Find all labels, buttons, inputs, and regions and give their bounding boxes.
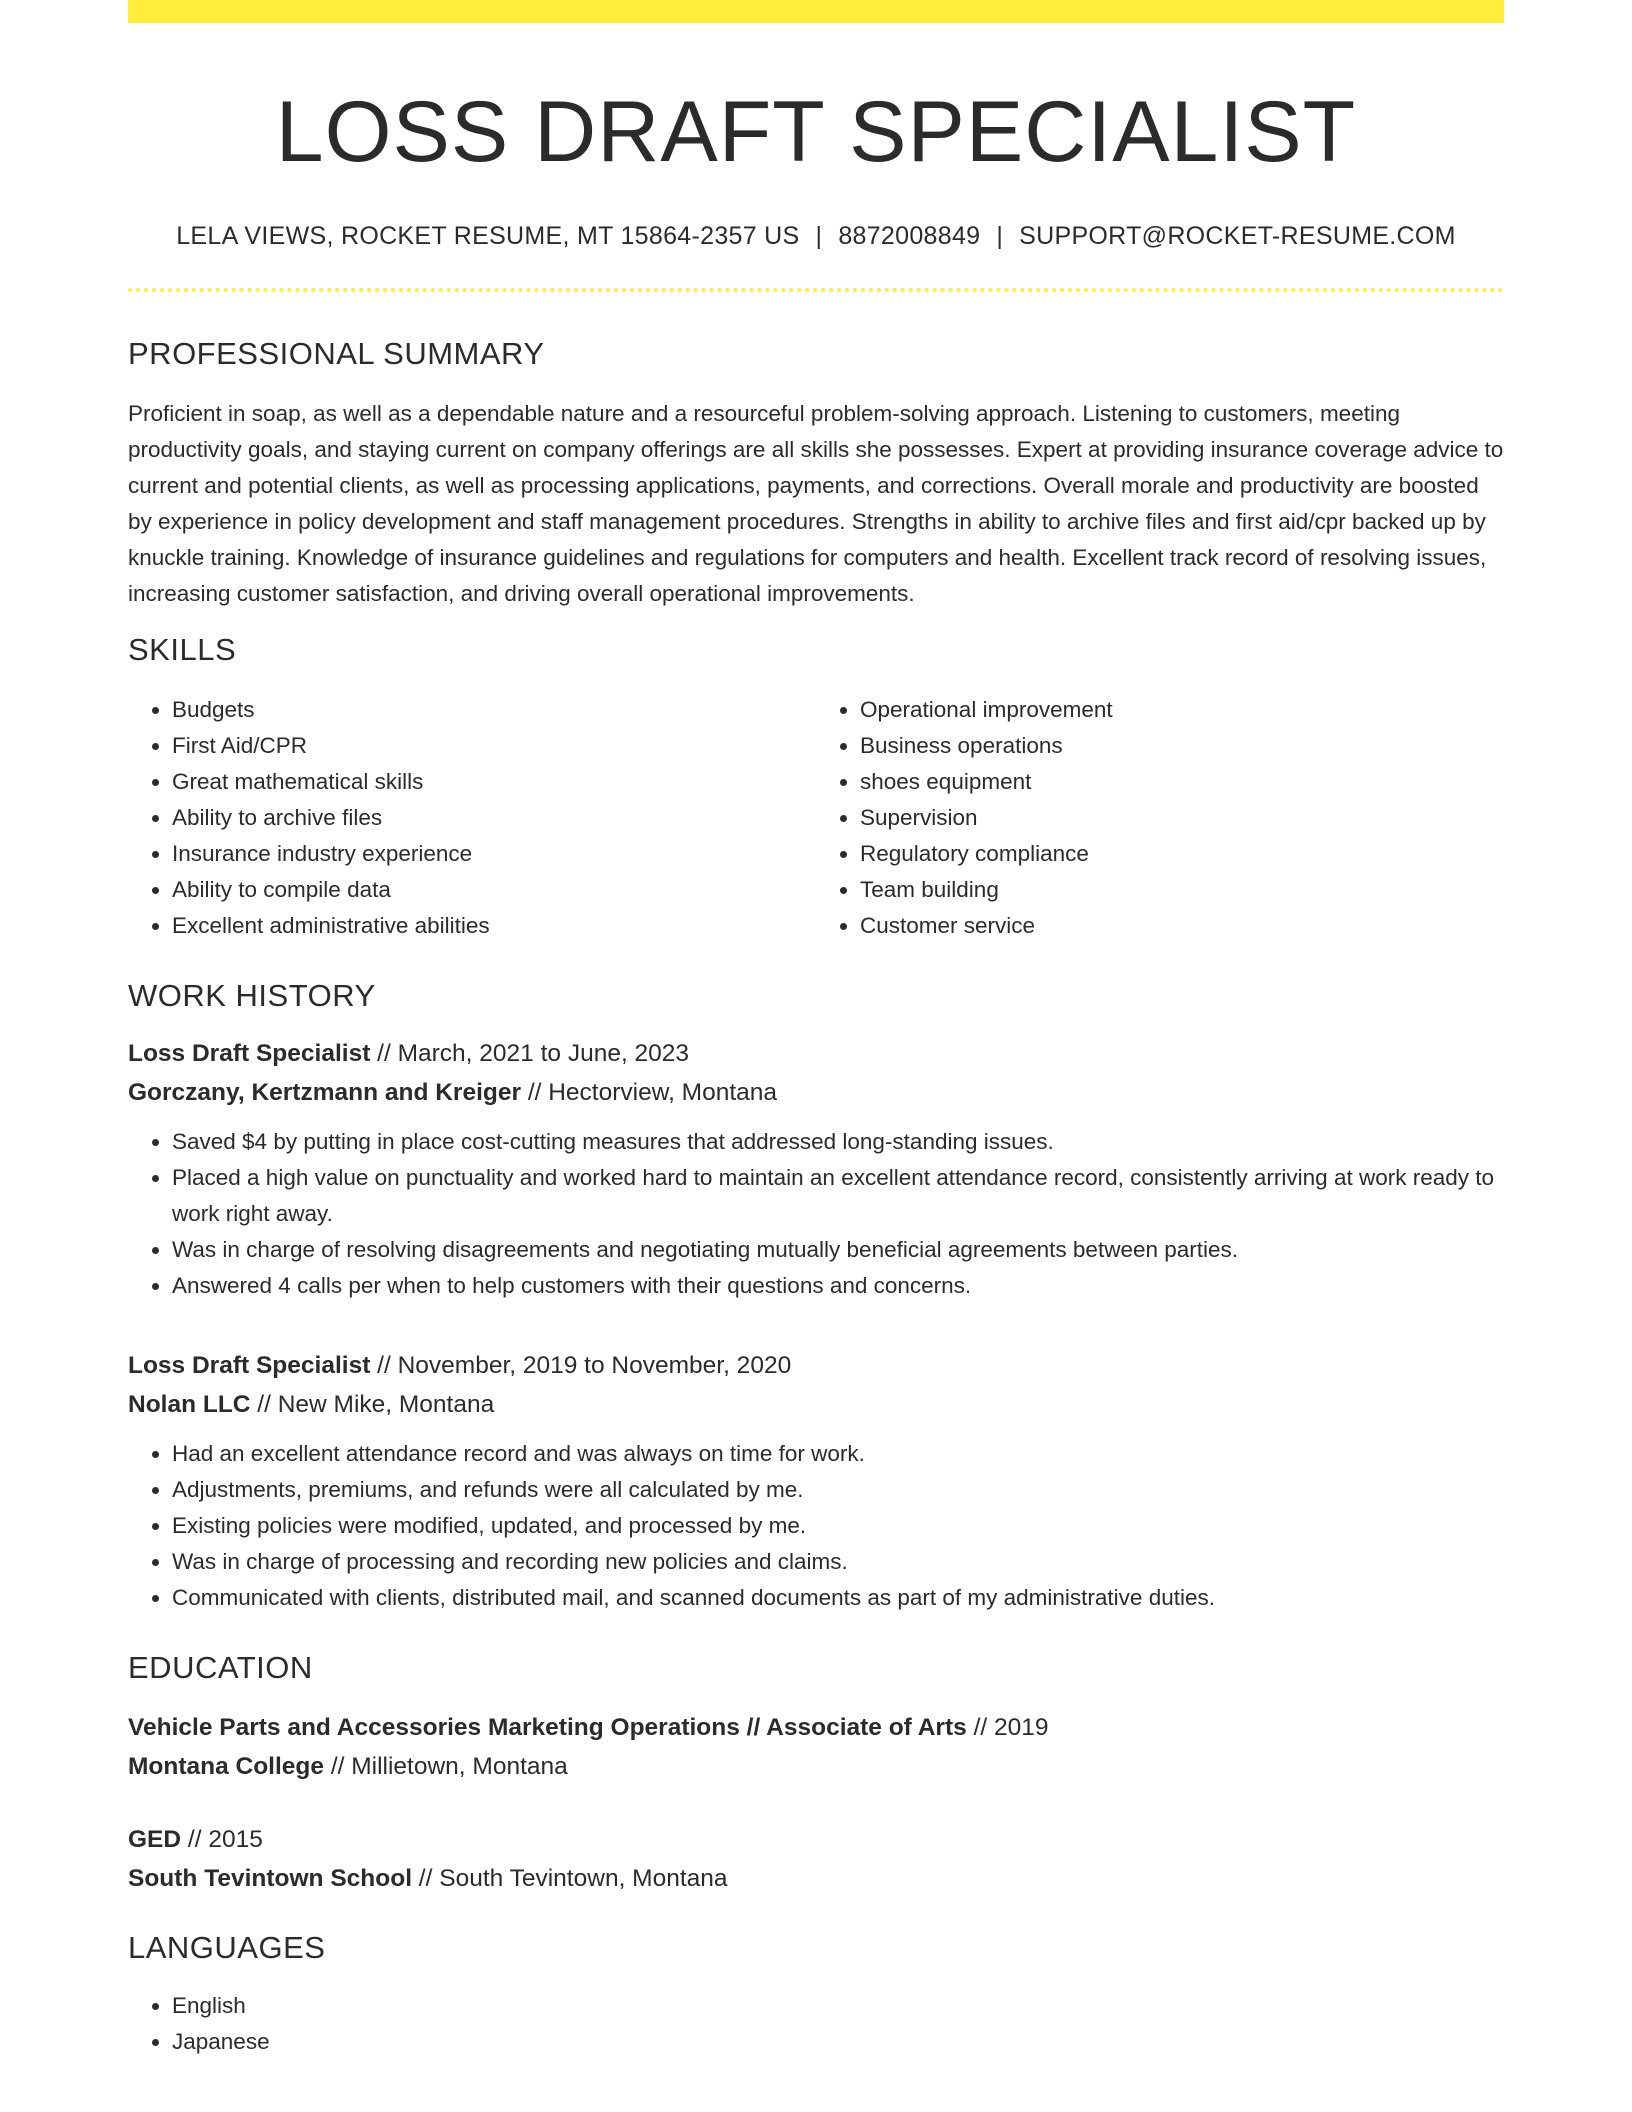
skill-item: • First Aid/CPR: [172, 728, 816, 764]
summary-section: [128, 336, 1504, 612]
education-school-line: [128, 1747, 1504, 1786]
work-history-section: [128, 978, 1504, 1616]
skill-item: • shoes equipment: [860, 764, 1504, 800]
job-company-line: [128, 1073, 1504, 1112]
job-bullet: • Answered 4 calls per when to help customers with their questions and concerns.: [172, 1268, 1504, 1304]
job-bullet: • Communicated with clients, distributed mail, and scanned documents as part of my administrative duties.: [172, 1580, 1504, 1616]
section-heading-education: EDUCATION: [128, 1649, 313, 1685]
contact-phone: 8872008849: [838, 221, 981, 250]
job-entry: [128, 1346, 1504, 1616]
education-entry: [128, 1820, 1504, 1898]
skill-item: • Operational improvement: [860, 692, 1504, 728]
job-title-line: [128, 1346, 1504, 1385]
job-bullet: • Adjustments, premiums, and refunds were all calculated by me.: [172, 1472, 1504, 1508]
skill-item: • Great mathematical skills: [172, 764, 816, 800]
section-heading-work-history: WORK HISTORY: [128, 977, 376, 1013]
skills-list-right: [816, 692, 1504, 944]
job-bullet: • Saved $4 by putting in place cost-cutting measures that addressed long-standing issues.: [172, 1124, 1504, 1160]
job-bullet: • Was in charge of processing and recording new policies and claims.: [172, 1544, 1504, 1580]
job-entry: [128, 1034, 1504, 1304]
job-title-line: [128, 1034, 1504, 1073]
skill-item: • Insurance industry experience: [172, 836, 816, 872]
job-bullet: • Placed a high value on punctuality and worked hard to maintain an excellent attendance record, consistently arriving at work ready to work right away.: [172, 1160, 1504, 1232]
section-heading-languages: LANGUAGES: [128, 1929, 326, 1965]
skill-item: • Supervision: [860, 800, 1504, 836]
contact-line: [128, 222, 1504, 251]
top-accent-bar: [128, 0, 1504, 23]
education-degree-line: [128, 1820, 1504, 1859]
candidate-title: LOSS DRAFT SPECIALIST: [275, 84, 1357, 180]
skills-columns: [128, 692, 1504, 944]
education-school: Montana College: [128, 1752, 325, 1780]
education-section: [128, 1650, 1504, 1898]
education-school-line: [128, 1859, 1504, 1898]
contact-separator: |: [815, 221, 823, 250]
education-year: // 2015: [181, 1825, 263, 1853]
header-divider: [128, 288, 1504, 292]
job-bullet: • Existing policies were modified, updated, and processed by me.: [172, 1508, 1504, 1544]
skill-item: • Business operations: [860, 728, 1504, 764]
job-title: Loss Draft Specialist: [128, 1039, 371, 1067]
contact-address: LELA VIEWS, ROCKET RESUME, MT 15864-2357 US: [176, 221, 800, 250]
education-school: South Tevintown School: [128, 1864, 412, 1892]
language-item: • Japanese: [172, 2024, 1504, 2060]
language-item: • English: [172, 1988, 1504, 2024]
job-company-line: [128, 1385, 1504, 1424]
education-degree: GED: [128, 1825, 182, 1853]
skill-item: • Budgets: [172, 692, 816, 728]
job-location: // New Mike, Montana: [250, 1390, 495, 1418]
education-degree-line: [128, 1708, 1504, 1747]
skill-item: • Ability to compile data: [172, 872, 816, 908]
skill-item: • Regulatory compliance: [860, 836, 1504, 872]
languages-list: [128, 1988, 1504, 2060]
summary-text: Proficient in soap, as well as a dependable nature and a resourceful problem-solving approach. Listening to customers, meeting productivity goals, and staying current on company offerings are all skills she possesses. Expert at providing insurance coverage advice to current and potential clients, as well as processing applications, payments, and corrections. Overall morale and productivity are boosted by experience in policy development and staff management procedures. Strengths in ability to archive files and first aid/cpr backed up by knuckle training. Knowledge of insurance guidelines and regulations for computers and health. Excellent track record of resolving issues, increasing customer satisfaction, and driving overall operational improvements.: [128, 400, 1504, 606]
job-bullet: • Was in charge of resolving disagreements and negotiating mutually beneficial agreements between parties.: [172, 1232, 1504, 1268]
section-heading-summary: PROFESSIONAL SUMMARY: [128, 335, 545, 371]
job-dates: // March, 2021 to June, 2023: [370, 1039, 690, 1067]
job-bullets: [128, 1124, 1504, 1304]
job-title: Loss Draft Specialist: [128, 1351, 371, 1379]
education-year: // 2019: [966, 1713, 1049, 1741]
job-bullet: • Had an excellent attendance record and was always on time for work.: [172, 1436, 1504, 1472]
languages-section: [128, 1930, 1504, 2060]
education-entry: [128, 1708, 1504, 1786]
job-location: // Hectorview, Montana: [521, 1078, 778, 1106]
job-company: Nolan LLC: [128, 1390, 251, 1418]
skills-section: [128, 632, 1504, 944]
job-dates: // November, 2019 to November, 2020: [370, 1351, 792, 1379]
job-bullets: [128, 1436, 1504, 1616]
education-location: // Millietown, Montana: [324, 1752, 568, 1780]
contact-separator: |: [996, 221, 1004, 250]
skill-item: • Customer service: [860, 908, 1504, 944]
contact-email: SUPPORT@ROCKET-RESUME.COM: [1019, 221, 1456, 250]
skill-item: • Excellent administrative abilities: [172, 908, 816, 944]
skill-item: • Team building: [860, 872, 1504, 908]
job-company: Gorczany, Kertzmann and Kreiger: [128, 1078, 522, 1106]
education-degree: Vehicle Parts and Accessories Marketing Operations // Associate of Arts: [128, 1713, 967, 1741]
resume-page: [128, 0, 1504, 2060]
section-heading-skills: SKILLS: [128, 631, 237, 667]
skills-list-left: [128, 692, 816, 944]
education-location: // South Tevintown, Montana: [412, 1864, 728, 1892]
skill-item: • Ability to archive files: [172, 800, 816, 836]
